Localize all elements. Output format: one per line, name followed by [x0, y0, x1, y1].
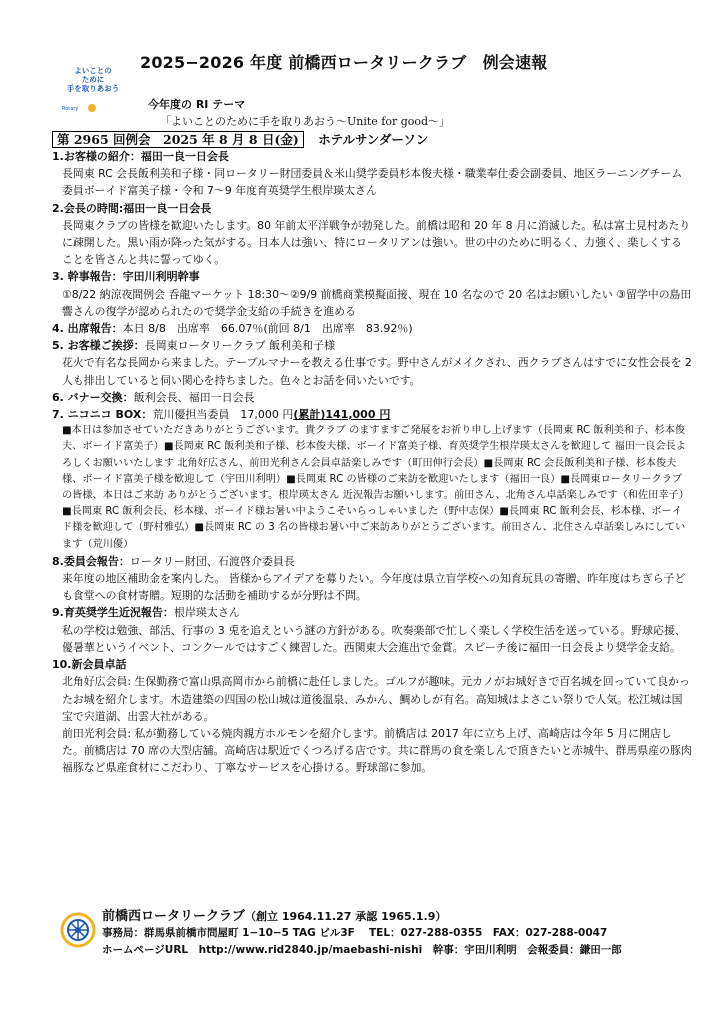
heading-detail: ロータリー財団、石渡啓介委員長 — [129, 554, 295, 568]
section-heading — [52, 389, 692, 406]
meeting-venue: ホテルサンダーソン — [318, 132, 429, 147]
section-heading — [52, 337, 692, 354]
section-niconico-box — [52, 406, 692, 553]
logo-line-1: よいことの — [74, 66, 112, 75]
banner-text: 飯利会長、福田一日会長 — [133, 390, 255, 404]
section-secretary-report — [52, 268, 692, 320]
rotary-dot-icon — [88, 104, 96, 112]
section-attendance — [52, 320, 692, 337]
section-content: 長岡東クラブの皆様を歓迎いたします。80 年前太平洋戦争が勃発した。前橋は昭和 20 年 8 月に消滅した。私は富士見村あたりに疎開した。黒い雨が降った気がする。日本人は強い、特にロータリアンは強い。世の中のために明るく、力強く、楽しくすることを皆さんと共に誓ってゆく。 — [62, 218, 691, 267]
section-content-1: 北角好広会員: 生保勤務で富山県高岡市から前橋に赴任しました。ゴルフが趣味。元カノがお城好きで百名城を回っていて良かったお城を紹介します。木造建築の四国の松山城は道後温泉、みかん、鯛めしが有名。高知城はよさこい祭りで人気。松江城は国宝で宍道湖、出雲大社がある。 — [62, 675, 690, 723]
section-heading — [52, 553, 692, 570]
heading-label: 9.育英奨学生近況報告： — [52, 606, 174, 620]
heading-detail: 根岸瑛太さん — [173, 606, 240, 620]
heading-detail: 長岡東ロータリークラブ 飯利美和子様 — [144, 339, 336, 353]
heading-label: 7. ニコニコ BOX： — [52, 408, 153, 422]
logo-line-2: ために — [81, 75, 105, 84]
section-new-member-talks — [52, 656, 692, 776]
logo-line-3: 手を取りあおう — [66, 84, 120, 93]
attendance-text: 本日 8/8 出席率 66.07％(前回 8/1 出席率 83.92％) — [122, 322, 413, 336]
theme-label: 今年度の RI テーマ — [148, 98, 246, 111]
section-heading: 10.新会員卓話 — [52, 658, 127, 672]
footer-club-name: 前橋西ロータリークラブ — [102, 909, 246, 924]
section-heading — [52, 604, 692, 621]
section-banner-exchange — [52, 389, 692, 406]
section-content: 私の学校は勉強、部活、行事の 3 兎を追えという謎の方針がある。吹奏楽部で忙しく楽しく学校生活を送っている。野球応援、優暑華というイベント、コンクールではすごく練習した。西関東大会進出で金賞。スピーチ後に福田一日会長より奨学金支給。 — [62, 623, 686, 654]
section-content: 来年度の地区補助金を案内した。 皆様からアイデアを募りたい。今年度は県立盲学校への知育玩具の寄贈、昨年度はちぎら子ども食堂への食材寄贈。短期的な活動を補助するが分野は不問。 — [62, 572, 686, 603]
meeting-info — [52, 130, 428, 148]
heading-label: 8.委員会報告： — [52, 554, 130, 568]
section-heading: 1.お客様の紹介：福田一良一日会長 — [52, 150, 229, 163]
section-guests — [52, 148, 692, 200]
section-heading — [52, 406, 692, 423]
section-guest-greeting — [52, 337, 692, 389]
section-heading: 3. 幹事報告：宇田川利明幹事 — [52, 270, 200, 284]
section-heading: 2.会長の時間:福田一良一日会長 — [52, 201, 212, 215]
page-title: 2025−2026 年度 前橋西ロータリークラブ 例会速報 — [140, 53, 548, 72]
footer — [52, 908, 692, 959]
section-content-2: 前田光利会員: 私が勤務している焼肉親方ホルモンを紹介します。前橋店は 2017 年に立ち上げ、高崎店は今年 5 月に開店した。前橋店は 70 席の大型店舗。高崎店は駅近でくつろげる店です。共に群馬の食を楽しんで頂きたいと赤城牛、群馬県産の豚肉福豚など県産食材にこだわり、丁寧なサービスを心掛ける。野球部に参加。 — [62, 726, 692, 775]
footer-office: 事務局：群馬県前橋市問屋町 1−10−5 TAG ビル3F TEL：027-288-0355 FAX：027-288-0047 — [102, 927, 608, 939]
rotary-wheel-icon — [60, 912, 96, 948]
theme-logo — [58, 66, 136, 116]
heading-label: 5. お客様ご挨拶： — [52, 339, 145, 353]
section-content: ①8/22 納涼夜間例会 呑龍マーケット 18:30～②9/9 前橋商業模擬面接、現在 10 名なので 20 名はお願いしたい ③留学中の島田響さんの復学が認められたので奨学金支給の手続きを進める — [62, 287, 692, 318]
theme-text: 「よいことのために手を取りあおう～Unite for good～」 — [160, 115, 451, 128]
section-content: 花火で有名な長岡から来ました。テーブルマナーを教える仕事です。野中さんがメイクされ、西クラブさんはすでに女性会長を 2 人も排出していると伺い関心を持ちました。色々とお話を伺いたいです。 — [62, 356, 692, 387]
section-heading — [52, 320, 692, 337]
section-president-time — [52, 200, 692, 269]
footer-established: （創立 1964.11.27 承認 1965.1.9） — [245, 910, 447, 923]
section-scholar-report — [52, 604, 692, 656]
logo-small-text: Rotary — [62, 106, 79, 112]
section-content: 長岡東 RC 会長飯利美和子様・同ロータリー財団委員＆米山奨学委員杉本俊夫様・職業奉仕委会副委員、地区ラーニングチーム委員ボーイド富美子様・令和 7～9 年度育英奨学生根岸瑛太さん — [62, 167, 683, 198]
heading-detail: 荒川優担当委員 17,000 円 — [152, 408, 294, 422]
meeting-number-date: 第 2965 回例会 2025 年 8 月 8 日(金) — [52, 131, 304, 148]
heading-label: 6. バナー交換： — [52, 390, 134, 404]
heading-label: 4. 出席報告： — [52, 322, 123, 336]
report-body — [52, 148, 692, 777]
footer-homepage: ホームページURL http://www.rid2840.jp/maebashi-nishi 幹事：宇田川利明 会報委員：鎌田一郎 — [102, 944, 622, 956]
section-content: ■本日は参加させていただきありがとうございます。貴クラブ のますますご発展をお祈り申し上げます（長岡東 RC 飯利美和子、杉本俊夫、ボーイド富美子）■長岡東 RC 飯利美和子様、杉本俊夫様、ボーイド富美子様、育英奨学生根岸瑛太さんを歓迎して 福田一良会長よろしくお願いいたします 北角好広さん、前田光利さん会員卓話楽しみです（町田伸行会長）■長岡東 RC 会長飯利美和子様、杉本俊夫様、ボーイド富美子様を歓迎して（宇田川利明）■長岡東 RC の皆様のご来訪を歓迎いたします（福田一良）■長岡東ロータリークラブの皆様、本日はご来訪 ありがとうございます。根岸瑛太さん 近況報告お願いします。前田さん、北角さん卓話楽しみです（和佐田幸子）■長岡東 RC 飯利会長、杉本様、ボーイド様お暑い中ようこそいらっしゃいました（野中志保）■長岡東 RC 飯利会長、杉本様、ボーイド様を歓迎して（野村雅弘）■長岡東 RC の 3 名の皆様お暑い中ご来訪ありがとうございます。前田さん、北住さん卓話楽しみにしています（荒川優） — [62, 425, 689, 550]
footer-club-line — [52, 908, 692, 925]
section-committee-report — [52, 553, 692, 605]
cumulative-total: (累計)141,000 円 — [293, 408, 391, 422]
